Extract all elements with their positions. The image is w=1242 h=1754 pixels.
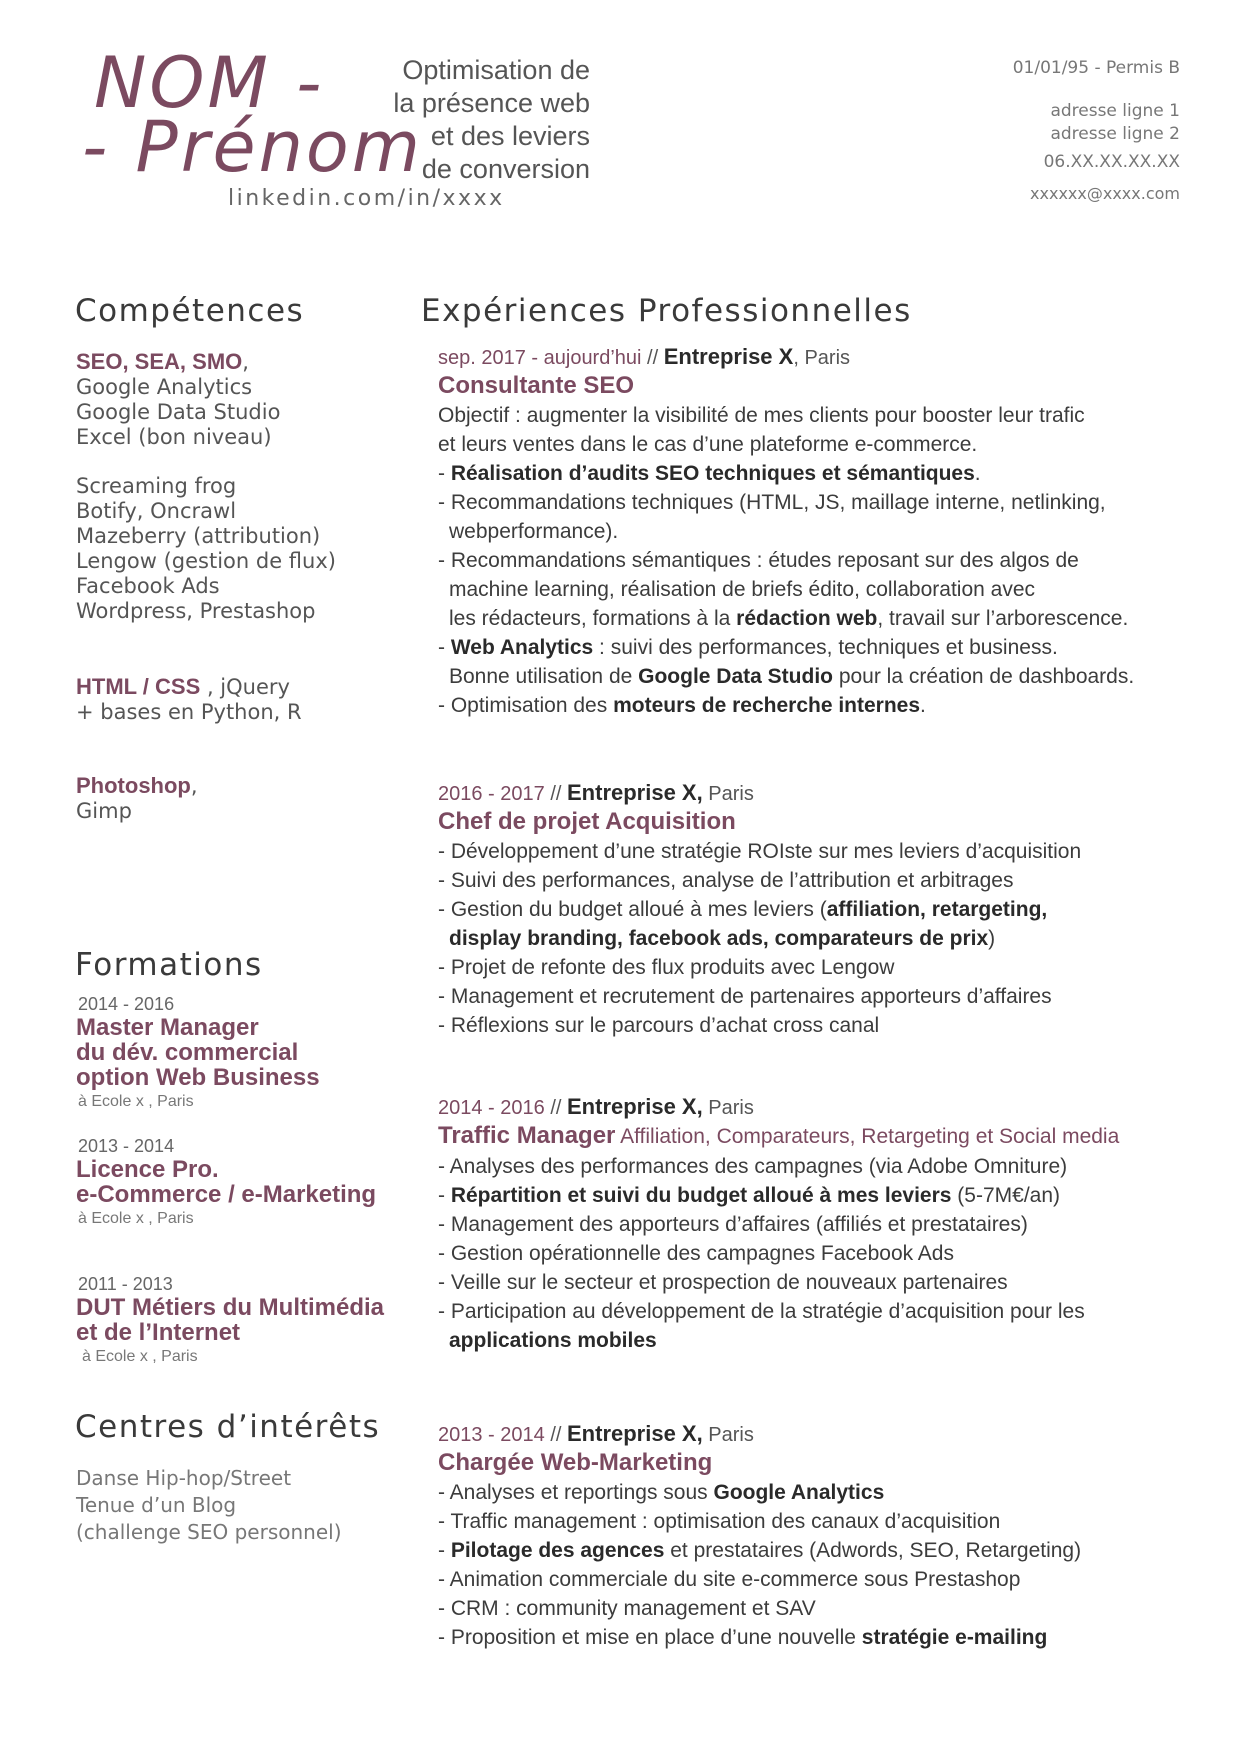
skill-line: Lengow (gestion de flux) (76, 549, 336, 573)
skill-line (76, 349, 280, 375)
skill-highlight: Photoshop (76, 773, 191, 798)
job-date: sep. 2017 - aujourd’hui (438, 347, 642, 369)
formation-item (76, 994, 320, 1111)
text: pour la création de dashboards. (832, 665, 1135, 688)
job-city: Paris (702, 1097, 754, 1119)
job-line: Objectif : augmenter la visibilité de mes clients pour booster leur trafic (438, 404, 1085, 427)
job-header (438, 344, 1198, 371)
name-line-1: NOM - (94, 42, 325, 124)
email[interactable]: xxxxxx@xxxx.com (1030, 184, 1180, 203)
text-bold: rédaction web (736, 607, 878, 630)
job-title (438, 1121, 1198, 1152)
formation-item (76, 1274, 384, 1366)
text: et prestataires (Adwords, SEO, Retargeting) (664, 1539, 1082, 1562)
skill-line: Wordpress, Prestashop (76, 599, 316, 623)
name-line-2: - Prénom (82, 106, 423, 188)
text-bold: Google Analytics (713, 1481, 885, 1504)
text: (5-7M€/an) (951, 1184, 1061, 1207)
text-bold: affiliation, retargeting, (826, 898, 1048, 921)
job-line: - Suivi des performances, analyse de l’attribution et arbitrages (438, 869, 1014, 892)
text: , travail sur l’arborescence. (877, 607, 1129, 630)
formation-title: et de l’Internet (76, 1319, 241, 1346)
text: - (438, 462, 451, 485)
job-separator: // (544, 1424, 567, 1446)
formation-school: à Ecole x , Paris (78, 1210, 194, 1227)
job-line (438, 662, 1198, 691)
formation-years: 2011 - 2013 (78, 1274, 173, 1294)
tagline (330, 54, 590, 186)
job-chargee-web-marketing (438, 1421, 1198, 1652)
tagline-line: la présence web (393, 88, 590, 118)
job-title: Consultante SEO (438, 372, 635, 399)
formation-item (76, 1136, 376, 1228)
text: - Analyses et reportings sous (438, 1481, 714, 1504)
job-role: Traffic Manager (438, 1122, 616, 1149)
job-title: Chargée Web-Marketing (438, 1449, 713, 1476)
job-line: - Développement d’une stratégie ROIste sur mes leviers d’acquisition (438, 840, 1082, 863)
text: - Gestion du budget alloué à mes leviers ( (438, 898, 827, 921)
formation-years: 2014 - 2016 (78, 994, 175, 1014)
birth-permit: 01/01/95 - Permis B (1012, 58, 1180, 78)
text: - Proposition et mise en place d’une nouvelle (438, 1626, 862, 1649)
job-date: 2013 - 2014 (438, 1424, 545, 1446)
job-header (438, 1094, 1198, 1121)
experiences-title: Expériences Professionnelles (421, 293, 912, 329)
skill-line: Screaming frog (76, 474, 237, 498)
job-line (438, 924, 1198, 953)
interest-item: (challenge SEO personnel) (76, 1520, 342, 1544)
job-line: - Analyses des performances des campagnes (via Adobe Omniture) (438, 1155, 1068, 1178)
job-company: Entreprise X (663, 344, 794, 369)
job-line: - Recommandations techniques (HTML, JS, maillage interne, netlinking, (438, 491, 1106, 514)
job-line (438, 604, 1198, 633)
linkedin-url[interactable]: linkedin.com/in/xxxx (228, 186, 505, 211)
address-line-1: adresse ligne 1 (1050, 101, 1180, 121)
job-company: Entreprise X, (567, 1421, 703, 1446)
text-bold: Google Data Studio (638, 665, 833, 688)
text-bold: Répartition et suivi du budget alloué à mes leviers (450, 1184, 952, 1207)
formations-title: Formations (75, 947, 263, 983)
skill-line: Google Analytics (76, 375, 253, 399)
job-line (438, 1181, 1198, 1210)
phone: 06.XX.XX.XX.XX (1043, 152, 1180, 172)
text-bold: Web Analytics (450, 636, 594, 659)
job-company: Entreprise X, (567, 780, 703, 805)
skill-text: , (242, 350, 249, 374)
formation-years: 2013 - 2014 (78, 1136, 175, 1156)
skill-line (76, 674, 302, 700)
job-line (438, 1478, 1198, 1507)
skill-line: + bases en Python, R (76, 700, 302, 724)
job-city: Paris (702, 1424, 754, 1446)
job-chef-projet (438, 780, 1198, 1040)
formation-title: Master Manager (76, 1014, 259, 1041)
formation-title: DUT Métiers du Multimédia (76, 1294, 385, 1321)
job-separator: // (544, 1097, 567, 1119)
interest-item: Tenue d’un Blog (76, 1493, 237, 1517)
job-line: - Gestion opérationnelle des campagnes Facebook Ads (438, 1242, 954, 1265)
skill-line: Mazeberry (attribution) (76, 524, 321, 548)
job-line: - Réflexions sur le parcours d’achat cross canal (438, 1014, 880, 1037)
job-line: - Projet de refonte des flux produits avec Lengow (438, 956, 895, 979)
job-line: - Recommandations sémantiques : études reposant sur des algos de (438, 549, 1079, 572)
text: ) (988, 927, 996, 950)
job-line: et leurs ventes dans le cas d’une plateforme e-commerce. (438, 433, 978, 456)
text: . (974, 462, 981, 485)
job-city: , Paris (793, 347, 851, 369)
text-bold: Réalisation d’audits SEO techniques et sémantiques (450, 462, 975, 485)
job-line (438, 1326, 1198, 1355)
skill-line: Excel (bon niveau) (76, 425, 272, 449)
job-line: machine learning, réalisation de briefs édito, collaboration avec (449, 578, 1036, 601)
skills-group-3 (76, 674, 302, 725)
job-line (438, 633, 1198, 662)
skill-text: , jQuery (200, 675, 290, 699)
job-title: Chef de projet Acquisition (438, 808, 736, 835)
skills-group-4 (76, 773, 198, 824)
formation-title: option Web Business (76, 1064, 320, 1091)
skill-line: Google Data Studio (76, 400, 281, 424)
interets-list (76, 1465, 342, 1546)
job-date: 2016 - 2017 (438, 783, 545, 805)
job-line: - Traffic management : optimisation des canaux d’acquisition (438, 1510, 1001, 1533)
text: - (438, 636, 451, 659)
text-bold: moteurs de recherche internes (613, 694, 921, 717)
job-line (438, 895, 1198, 924)
tagline-line: de conversion (421, 154, 590, 184)
formation-title: e-Commerce / e-Marketing (76, 1181, 377, 1208)
tagline-line: et des leviers (430, 121, 590, 151)
skills-group-2 (76, 474, 336, 624)
formation-school: à Ecole x , Paris (78, 1093, 194, 1110)
interets-title: Centres d’intérêts (75, 1409, 381, 1445)
job-role-sub: Affiliation, Comparateurs, Retargeting et Social media (615, 1125, 1120, 1148)
skill-line: Facebook Ads (76, 574, 220, 598)
text: - Optimisation des (438, 694, 614, 717)
job-traffic-manager (438, 1094, 1198, 1355)
job-separator: // (641, 347, 664, 369)
text: Bonne utilisation de (449, 665, 639, 688)
text: les rédacteurs, formations à la (449, 607, 737, 630)
job-header (438, 1421, 1198, 1448)
job-date: 2014 - 2016 (438, 1097, 545, 1119)
job-header (438, 780, 1198, 807)
job-line: - Participation au développement de la stratégie d’acquisition pour les (438, 1300, 1085, 1323)
job-line: - Management et recrutement de partenaires apporteurs d’affaires (438, 985, 1052, 1008)
job-line: - Management des apporteurs d’affaires (affiliés et prestataires) (438, 1213, 1028, 1236)
job-line: webperformance). (449, 520, 619, 543)
text-bold: display branding, facebook ads, comparateurs de prix (449, 927, 989, 950)
formation-school: à Ecole x , Paris (82, 1348, 198, 1365)
contact-block (1013, 58, 1180, 203)
text: . (920, 694, 926, 717)
text-bold: Pilotage des agences (450, 1539, 665, 1562)
skill-line: Gimp (76, 799, 132, 823)
skill-highlight: HTML / CSS (76, 674, 201, 699)
job-line: - CRM : community management et SAV (438, 1597, 816, 1620)
job-line (438, 691, 1198, 720)
skills-group-1 (76, 349, 280, 450)
job-line (438, 1623, 1198, 1652)
text: - (438, 1184, 451, 1207)
job-line (438, 1536, 1198, 1565)
job-line (438, 459, 1198, 488)
interest-item: Danse Hip-hop/Street (76, 1466, 292, 1490)
tagline-line: Optimisation de (402, 55, 590, 85)
text: - (438, 1539, 451, 1562)
skill-line: Botify, Oncrawl (76, 499, 237, 523)
text: : suivi des performances, techniques et business. (593, 636, 1058, 659)
job-line: - Animation commerciale du site e-commerce sous Prestashop (438, 1568, 1021, 1591)
job-company: Entreprise X, (567, 1094, 703, 1119)
text-bold: applications mobiles (449, 1329, 657, 1352)
job-separator: // (544, 783, 567, 805)
address-line-2: adresse ligne 2 (1050, 124, 1180, 144)
text-bold: stratégie e-mailing (861, 1626, 1048, 1649)
job-city: Paris (702, 783, 754, 805)
job-consultante-seo (438, 344, 1198, 720)
skill-highlight: SEO, SEA, SMO (76, 349, 243, 374)
formation-title: Licence Pro. (76, 1156, 219, 1183)
job-line: - Veille sur le secteur et prospection de nouveaux partenaires (438, 1271, 1008, 1294)
competences-title: Compétences (75, 293, 305, 329)
skill-line (76, 773, 198, 799)
formation-title: du dév. commercial (76, 1039, 299, 1066)
skill-text: , (190, 774, 198, 798)
